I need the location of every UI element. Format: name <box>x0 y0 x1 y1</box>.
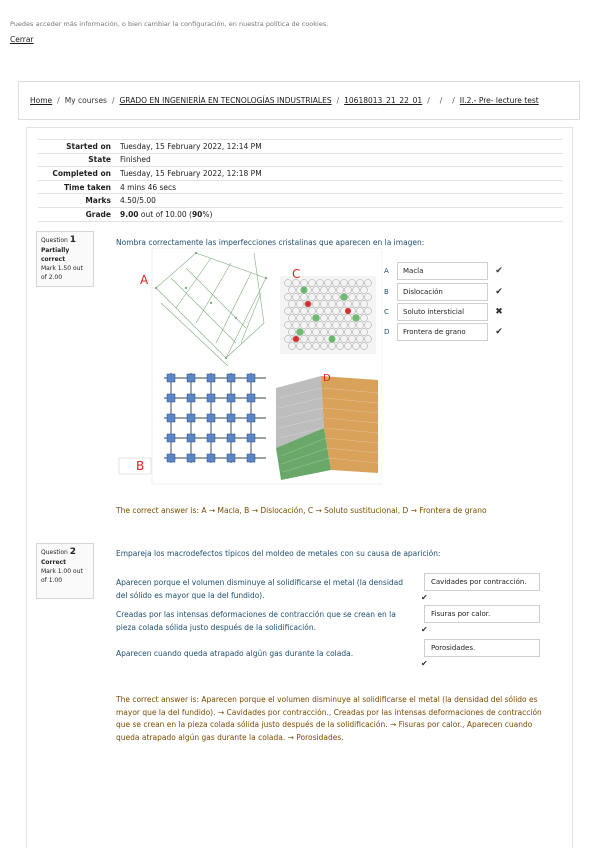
table-row <box>38 167 563 181</box>
question-number <box>41 236 89 245</box>
summary-label: Completed on <box>52 168 111 178</box>
match-select[interactable]: Porosidades. <box>424 639 540 657</box>
question-2-info <box>36 543 94 599</box>
summary-value: Tuesday, 15 February 2022, 12:14 PM <box>120 141 262 151</box>
correct-icon: ✔ <box>421 625 428 634</box>
summary-label: Grade <box>85 209 111 219</box>
match-stem: Creadas por las intensas deformaciones de contracción que se crean en la pieza colada sólida justo después de la solidificación. <box>116 610 396 632</box>
match-select[interactable]: Soluto intersticial <box>397 303 488 321</box>
correct-icon: ✔ <box>421 593 428 602</box>
match-row-c <box>384 303 506 321</box>
incorrect-icon: ✖ <box>495 307 503 317</box>
breadcrumb-separator: / <box>427 96 430 105</box>
question-state: Partially correct <box>41 247 70 263</box>
summary-label: State <box>88 155 111 165</box>
question-number-value: 1 <box>69 235 77 245</box>
question-label: Question <box>41 549 68 556</box>
match-stem: Aparecen porque el volumen disminuye al solidificarse el metal (la densidad del sólido es mayor que la del fundido). <box>116 578 404 600</box>
attempt-summary-table <box>38 139 563 222</box>
summary-value: 4 mins 46 secs <box>120 182 177 192</box>
breadcrumb-course-code[interactable]: 10618013_21_22_01 <box>344 96 423 105</box>
match-select[interactable]: Dislocación <box>397 283 488 301</box>
grade-percent: 90 <box>191 209 203 219</box>
summary-label: Marks <box>85 196 111 206</box>
breadcrumb-course[interactable]: GRADO EN INGENIERÍA EN TECNOLOGÍAS INDUSTRIALES <box>119 96 332 105</box>
crystal-defects-image <box>116 248 382 490</box>
summary-label: Started on <box>66 141 111 151</box>
match-letter: B <box>384 288 389 296</box>
question-2-feedback: The correct answer is: Aparecen porque el volumen disminuye al solidificarse el metal (la densidad del sólido es mayor que la del fundido). → Cavidades por contracción., Creadas por las intensas deformaciones de contracción que se crean en la pieza colada sólida justo después de la solidificación. → Fisuras por calor., Aparecen cuando queda atrapado algún gas durante la colada. → Porosidades. <box>116 695 542 742</box>
image-label-d: D <box>323 373 331 384</box>
correct-icon: ✔ <box>495 266 503 276</box>
match-letter: A <box>384 267 389 275</box>
grade-end: %) <box>202 209 213 219</box>
close-link[interactable]: Cerrar <box>10 35 34 44</box>
question-label: Question <box>41 237 68 244</box>
grain-boundaries <box>276 376 378 480</box>
breadcrumb-separator: / <box>452 96 455 105</box>
crystal-defects-illustration <box>116 248 382 490</box>
image-label-a: A <box>140 273 149 287</box>
image-label-c: C <box>292 267 301 281</box>
match-select[interactable]: Macla <box>397 262 488 280</box>
question-mark: Mark 1.00 out of 1.00 <box>41 568 83 584</box>
breadcrumb-quiz[interactable]: II.2.- Pre- lecture test <box>459 96 539 105</box>
image-label-b: B <box>136 459 145 473</box>
match-select[interactable]: Frontera de grano <box>397 323 488 341</box>
match-letter: D <box>384 328 390 336</box>
question-1-feedback: The correct answer is: A → Macla, B → Dislocación, C → Soluto sustitucional, D → Frontera de grano <box>116 506 487 515</box>
hex-lattice <box>280 276 376 354</box>
breadcrumb-separator: / <box>57 96 60 105</box>
breadcrumb-my-courses[interactable]: My courses <box>64 96 107 105</box>
breadcrumb-separator: / <box>439 96 443 105</box>
grade-value: 9.00 <box>120 209 139 219</box>
question-1-info <box>36 231 94 287</box>
question-1-text: Nombra correctamente las imperfecciones cristalinas que aparecen en la imagen: <box>116 238 425 247</box>
match-stem: Aparecen cuando queda atrapado algún gas durante la colada. <box>116 649 354 658</box>
correct-icon: ✔ <box>495 327 503 337</box>
match-letter: C <box>384 308 389 316</box>
summary-label: Time taken <box>63 182 111 192</box>
match-row-a <box>384 262 506 280</box>
question-number <box>41 548 89 557</box>
table-row <box>38 180 563 194</box>
match-select[interactable]: Cavidades por contracción. <box>424 573 540 591</box>
summary-value: 4.50/5.00 <box>120 196 156 206</box>
summary-value <box>116 207 563 221</box>
table-row <box>38 140 563 154</box>
breadcrumb-separator: / <box>111 96 115 105</box>
match-row-d <box>384 323 506 341</box>
question-2-text: Empareja los macrodefectos típicos del moldeo de metales con su causa de aparición: <box>116 549 441 558</box>
question-mark: Mark 1.50 out of 2.00 <box>41 265 83 281</box>
match-row-b <box>384 283 506 301</box>
grade-out-of: out of 10.00 ( <box>138 209 192 219</box>
summary-value: Finished <box>120 155 151 165</box>
table-row <box>38 194 563 208</box>
correct-icon: ✔ <box>421 659 428 668</box>
table-row <box>38 153 563 167</box>
breadcrumb-home[interactable]: Home <box>30 96 53 105</box>
cookie-notice-text: Puedes acceder más información, o bien cambiar la configuración, en nuestra política de cookies. <box>10 20 329 28</box>
question-number-value: 2 <box>69 547 77 557</box>
correct-icon: ✔ <box>495 287 503 297</box>
breadcrumb-separator: / <box>336 96 340 105</box>
table-row <box>38 207 563 221</box>
breadcrumb <box>18 81 580 120</box>
summary-value: Tuesday, 15 February 2022, 12:18 PM <box>120 168 262 178</box>
question-state: Correct <box>41 559 66 566</box>
match-select[interactable]: Fisuras por calor. <box>424 605 540 623</box>
